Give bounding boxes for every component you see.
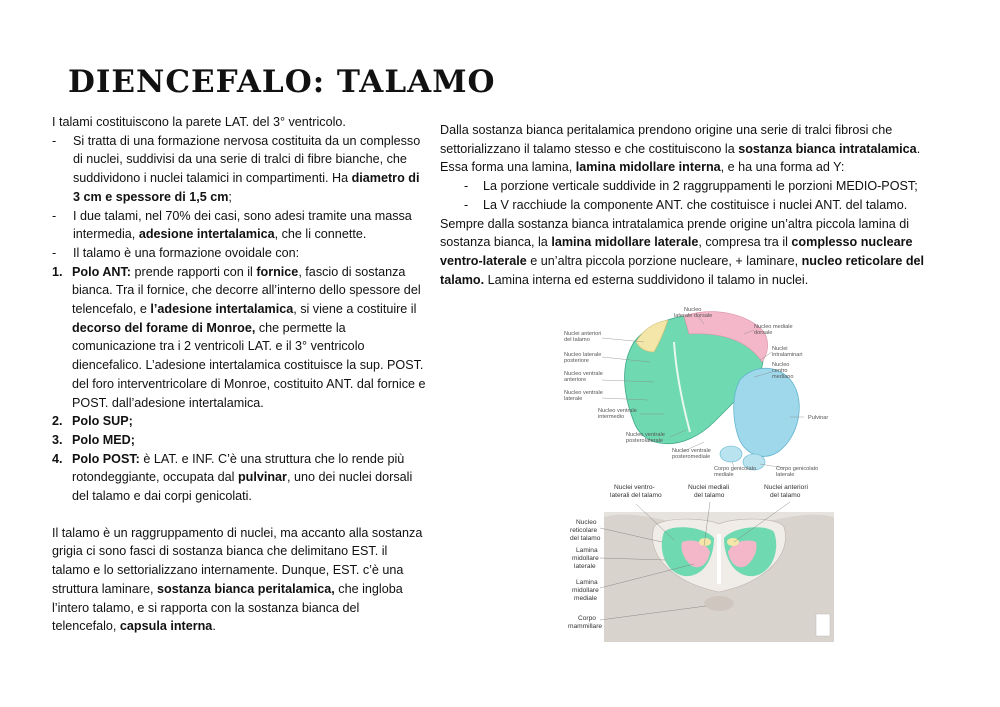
- svg-text:Nuclei: Nuclei: [772, 346, 788, 352]
- lamina-item-v: - La V racchiude la componente ANT. che costituisce i nuclei ANT. del talamo.: [464, 196, 940, 215]
- lamina-items: [440, 177, 940, 214]
- svg-text:del talamo: del talamo: [570, 535, 601, 542]
- svg-text:Lamina: Lamina: [576, 547, 598, 554]
- svg-text:mediale: mediale: [714, 472, 734, 478]
- svg-text:laterale: laterale: [776, 472, 795, 478]
- svg-text:Nucleo ventrale: Nucleo ventrale: [672, 448, 711, 454]
- svg-text:Nuclei mediali: Nuclei mediali: [688, 484, 730, 491]
- pole-med: 3. Polo MED;: [52, 432, 135, 447]
- svg-text:centro: centro: [772, 368, 788, 374]
- svg-text:Nuclei ventro-: Nuclei ventro-: [614, 484, 655, 491]
- page-title: DIENCEFALO: TALAMO: [68, 64, 496, 100]
- svg-text:Nucleo mediale: Nucleo mediale: [754, 324, 793, 330]
- svg-text:del talamo: del talamo: [770, 492, 801, 499]
- svg-text:Nucleo laterale: Nucleo laterale: [564, 352, 602, 358]
- poles-list: [52, 263, 427, 506]
- svg-text:laterale: laterale: [564, 396, 583, 402]
- svg-text:Corpo genicolato: Corpo genicolato: [714, 466, 757, 472]
- svg-text:Lamina: Lamina: [576, 579, 598, 586]
- lateral-lamina-paragraph: Sempre dalla sostanza bianca intratalamica prende origine un’altra piccola lamina di sostanza bianca, la lamina midollare laterale, compresa tra il complesso nucleare ventro-laterale e un’altra piccola porzione nucleare, + laminare, nucleo reticolare del talamo. Lamina interna ed esterna suddividono il talamo in nuclei.: [440, 216, 925, 287]
- svg-text:del talamo: del talamo: [564, 337, 590, 343]
- svg-text:reticolare: reticolare: [570, 527, 598, 534]
- svg-text:laterali del talamo: laterali del talamo: [610, 492, 662, 499]
- pole-post: 4. Polo POST: è LAT. e INF. C’è una struttura che lo rende più rotondeggiante, occupata dal pulvinar, uno dei nuclei dorsali del talamo e dai corpi genicolati.: [52, 451, 413, 504]
- svg-text:midollare: midollare: [572, 587, 599, 594]
- svg-text:Nucleo ventrale: Nucleo ventrale: [564, 371, 603, 377]
- svg-text:Nucleo: Nucleo: [684, 307, 702, 313]
- thalamus-figure: [564, 302, 836, 642]
- svg-text:Corpo: Corpo: [578, 615, 596, 622]
- intrathalamic-paragraph: Dalla sostanza bianca peritalamica prendono origine una serie di tralci fibrosi che settorializzano il talamo stesso e che costituiscono la sostanza bianca intratalamica. Essa forma una lamina, lamina midollare interna, e ha una forma ad Y:: [440, 123, 921, 175]
- svg-text:Nucleo: Nucleo: [772, 362, 790, 368]
- right-column: [440, 121, 940, 289]
- thalamus-paragraph: Il talamo è un raggruppamento di nuclei, ma accanto alla sostanza grigia ci sono fasci di sostanza bianca che delimitano EST. il talamo e lo settorializzano internamente. Dunque, EST. c’è una struttura laminare, sostanza bianca peritalamica, che ingloba l’intero talamo, e si rapporta con la sostanza bianca del telencefalo, capsula interna.: [52, 525, 423, 634]
- svg-text:Nucleo: Nucleo: [576, 519, 597, 526]
- svg-text:Corpo genicolato: Corpo genicolato: [776, 466, 819, 472]
- svg-text:mammillare: mammillare: [568, 623, 603, 630]
- svg-text:posterolaterale: posterolaterale: [626, 438, 664, 444]
- svg-text:Nucleo ventrale: Nucleo ventrale: [564, 390, 603, 396]
- svg-text:mediano: mediano: [772, 374, 794, 380]
- svg-text:laterale dorsale: laterale dorsale: [674, 313, 713, 319]
- bullet-ovoid: - Il talamo è una formazione ovoidale con:: [52, 244, 427, 263]
- pole-ant: 1. Polo ANT: prende rapporti con il fornice, fascio di sostanza bianca. Tra il fornice, che decorre all’interno dello spessore del telencefalo, e l’adesione intertalamica, si viene a costituire il decorso del forame di Monroe, che permette la comunicazione tra i 2 ventricoli LAT. e il 3° ventricolo diencefalico. L’adesione intertalamica costituisce la sup. POST. del foro interventricolare di Monroe, costituito ANT. dal fornice e POST. dall’adesione intertalamica.: [52, 264, 426, 410]
- svg-text:Nuclei anteriori: Nuclei anteriori: [764, 484, 808, 491]
- svg-text:intermedio: intermedio: [598, 414, 625, 420]
- svg-text:posteromediale: posteromediale: [672, 454, 711, 460]
- svg-text:del talamo: del talamo: [694, 492, 725, 499]
- svg-text:laterale: laterale: [574, 563, 596, 570]
- svg-text:Nucleo ventrale: Nucleo ventrale: [626, 432, 665, 438]
- bullet-adhesion: - I due talami, nel 70% dei casi, sono adesi tramite una massa intermedia, adesione intertalamica, che li connette.: [52, 207, 427, 244]
- left-column: [52, 113, 427, 636]
- svg-text:Nucleo ventrale: Nucleo ventrale: [598, 408, 637, 414]
- coronal-section-illustration: [604, 512, 834, 642]
- svg-text:Pulvinar: Pulvinar: [808, 415, 829, 421]
- svg-text:intralaminari: intralaminari: [772, 352, 803, 358]
- intro-line: I talami costituiscono la parete LAT. del 3° ventricolo.: [52, 115, 346, 129]
- thalamus-3d-illustration: [625, 312, 803, 470]
- intro-bullets: [52, 132, 427, 263]
- lamina-item-vertical: - La porzione verticale suddivide in 2 raggruppamenti le porzioni MEDIO-POST;: [464, 177, 940, 196]
- svg-text:anteriore: anteriore: [564, 377, 587, 383]
- svg-text:mediale: mediale: [574, 595, 598, 602]
- svg-text:Nuclei anteriori: Nuclei anteriori: [564, 331, 602, 337]
- svg-text:posteriore: posteriore: [564, 358, 589, 364]
- svg-text:dorsale: dorsale: [754, 330, 773, 336]
- bullet-formation: - Si tratta di una formazione nervosa costituita da un complesso di nuclei, suddivisi da una serie di tralci di fibre bianche, che suddividono i nuclei talamici in compartimenti. Ha diametro di 3 cm e spessore di 1,5 cm;: [52, 132, 427, 207]
- pole-sup: 2. Polo SUP;: [52, 414, 133, 429]
- svg-text:midollare: midollare: [572, 555, 599, 562]
